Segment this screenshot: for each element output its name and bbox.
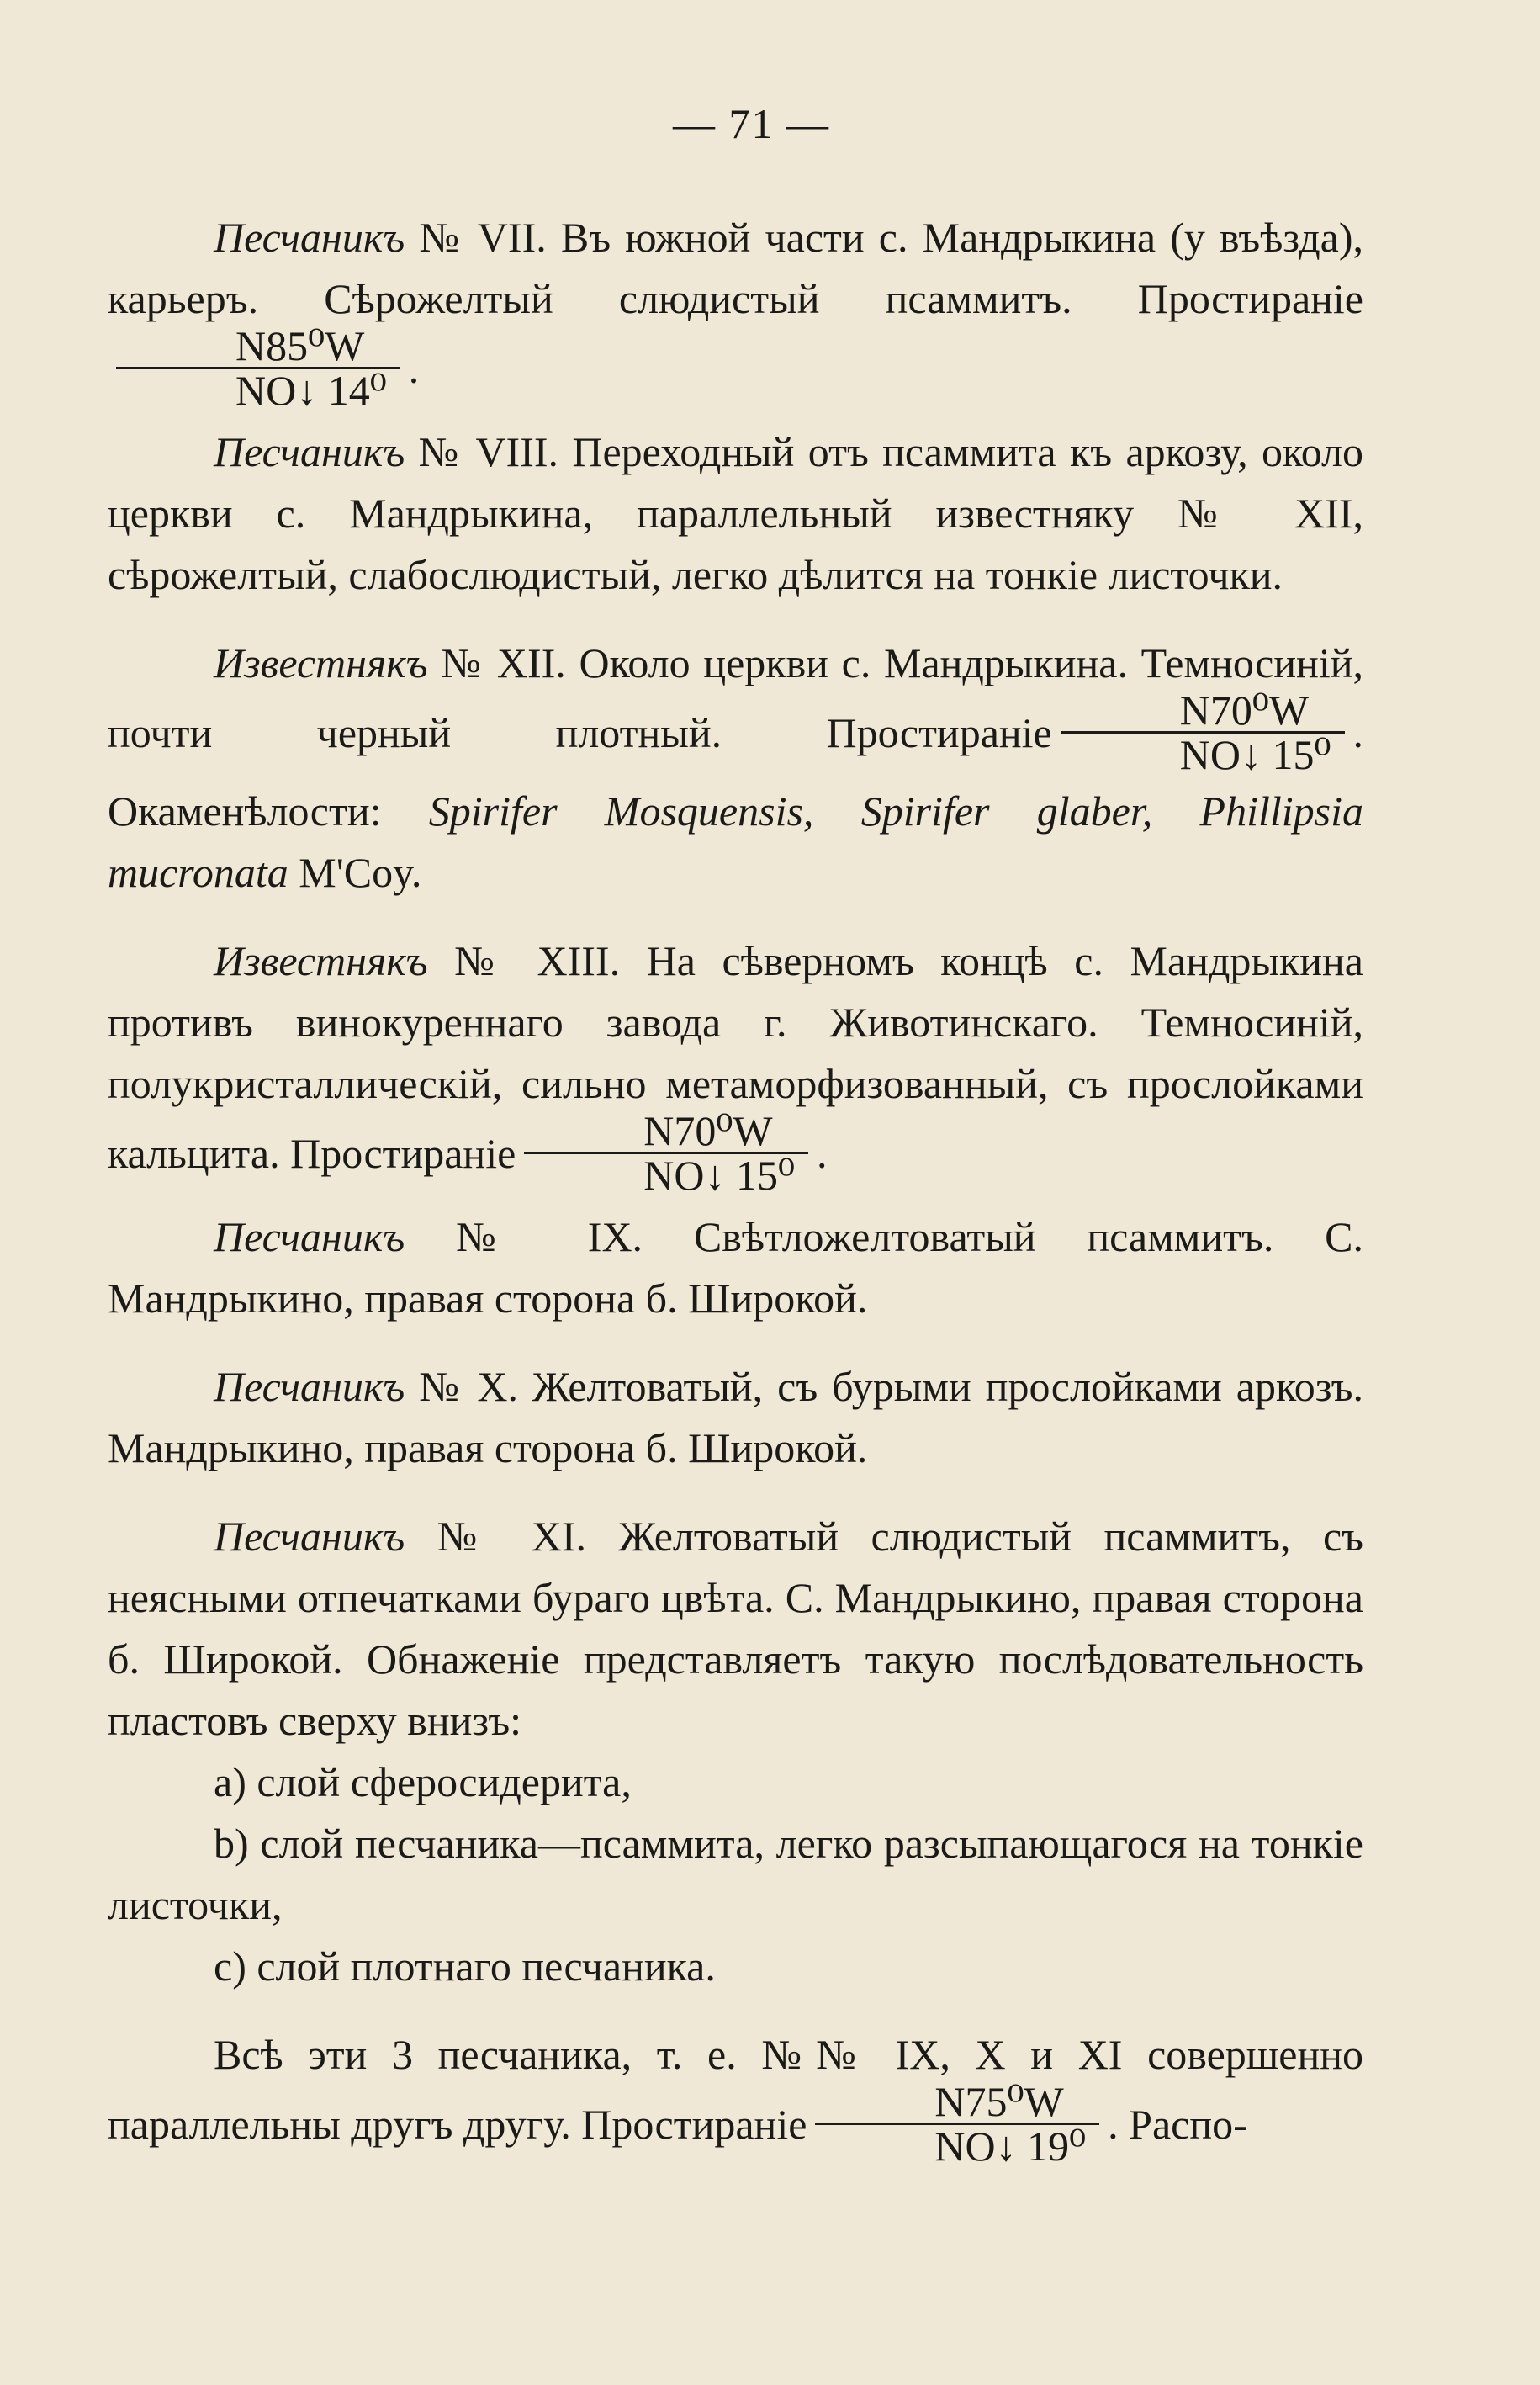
entry-label: Песчаникъ: [214, 1213, 405, 1260]
entry-label: Песчаникъ: [214, 214, 405, 261]
page-number: — 71 —: [673, 100, 830, 147]
fraction-numerator: N70⁰W: [1061, 689, 1345, 734]
closing-paragraph: [108, 2024, 1363, 2172]
entry-sandstone-x: [108, 1356, 1363, 1479]
entry-punct: .: [408, 344, 420, 392]
entry-text: № IX. Свѣтложелтоватый псаммитъ. С. Мандрыкино, правая сторона б. Широкой.: [108, 1213, 1363, 1322]
fraction-numerator: N75⁰W: [815, 2080, 1099, 2125]
fossils-prefix: Окаменѣлости:: [108, 787, 429, 835]
entry-sandstone-viii: [108, 421, 1363, 606]
entry-text: № VIII. Переходный отъ псаммита къ аркозу, около церкви с. Мандрыкина, параллельный известняку № XII, сѣрожелтый, слабослюдистый, легко дѣлится на тонкіе листочки.: [108, 428, 1363, 598]
entry-sandstone-ix: [108, 1206, 1363, 1329]
entry-limestone-xiii: [108, 930, 1363, 1201]
strike-fraction: [1061, 686, 1345, 778]
entry-sandstone-vii: [108, 207, 1363, 416]
entry-label: Известнякъ: [214, 937, 428, 984]
strike-fraction: [116, 322, 400, 414]
list-item-a: a) слой сферосидерита,: [214, 1758, 632, 1805]
fraction-numerator: N70⁰W: [524, 1110, 808, 1154]
entry-limestone-xii: [108, 633, 1363, 904]
entry-sandstone-xi: [108, 1506, 1363, 1752]
entry-punct: .: [1352, 708, 1363, 756]
list-item-c: c) слой плотнаго песчаника.: [214, 1942, 716, 1990]
fraction-denominator: NO↓ 15⁰: [1179, 731, 1331, 778]
fraction-denominator: NO↓ 19⁰: [934, 2123, 1087, 2170]
entry-punct: .: [817, 1129, 828, 1177]
entry-text: № XIII. На сѣверномъ концѣ с. Мандрыкина противъ винокуреннаго завода г. Животинскаго. Темносиній, полукристаллическій, сильно метаморфизованный, съ прослойками кальцита. Простираніе: [108, 937, 1363, 1177]
closing-text: Всѣ эти 3 песчаника, т. е. №№ IX, X и XI совершенно параллельны другъ другу. Простираніе: [108, 2031, 1363, 2148]
fraction-denominator: NO↓ 14⁰: [235, 367, 387, 414]
entry-label: Песчаникъ: [214, 1513, 405, 1560]
entry-text: № XI. Желтоватый слюдистый псаммитъ, съ неясными отпечатками бураго цвѣта. С. Мандрыкино, правая сторона б. Широкой. Обнаженіе представляетъ такую послѣдовательность пластовъ сверху внизъ:: [108, 1513, 1363, 1744]
list-item-b: b) слой песчаника—псаммита, легко разсыпающагося на тонкіе листочки,: [108, 1820, 1363, 1928]
fossils-species: Spirifer Mosquensis, Spirifer glaber, Phillipsia mucronata: [108, 787, 1363, 896]
closing-tail: . Распо-: [1108, 2100, 1247, 2148]
entry-label: Известнякъ: [214, 639, 428, 686]
fraction-denominator: NO↓ 15⁰: [643, 1152, 796, 1199]
entry-label: Песчаникъ: [214, 1363, 405, 1410]
fraction-numerator: N85⁰W: [116, 325, 400, 369]
entry-text: № XII. Около церкви с. Мандрыкина. Темносиній, почти черный плотный. Простираніе: [108, 639, 1363, 756]
entry-text: № VII. Въ южной части с. Мандрыкина (у въѣзда), карьеръ. Сѣрожелтый слюдистый псаммитъ. Простираніе: [108, 214, 1363, 322]
strike-fraction: [815, 2078, 1099, 2170]
entry-label: Песчаникъ: [214, 428, 405, 475]
entry-text: № X. Желтоватый, съ бурыми прослойками аркозъ. Мандрыкино, правая сторона б. Широкой.: [108, 1363, 1363, 1471]
fossils-author: M'Coy.: [288, 849, 422, 896]
strike-fraction: [524, 1107, 808, 1199]
